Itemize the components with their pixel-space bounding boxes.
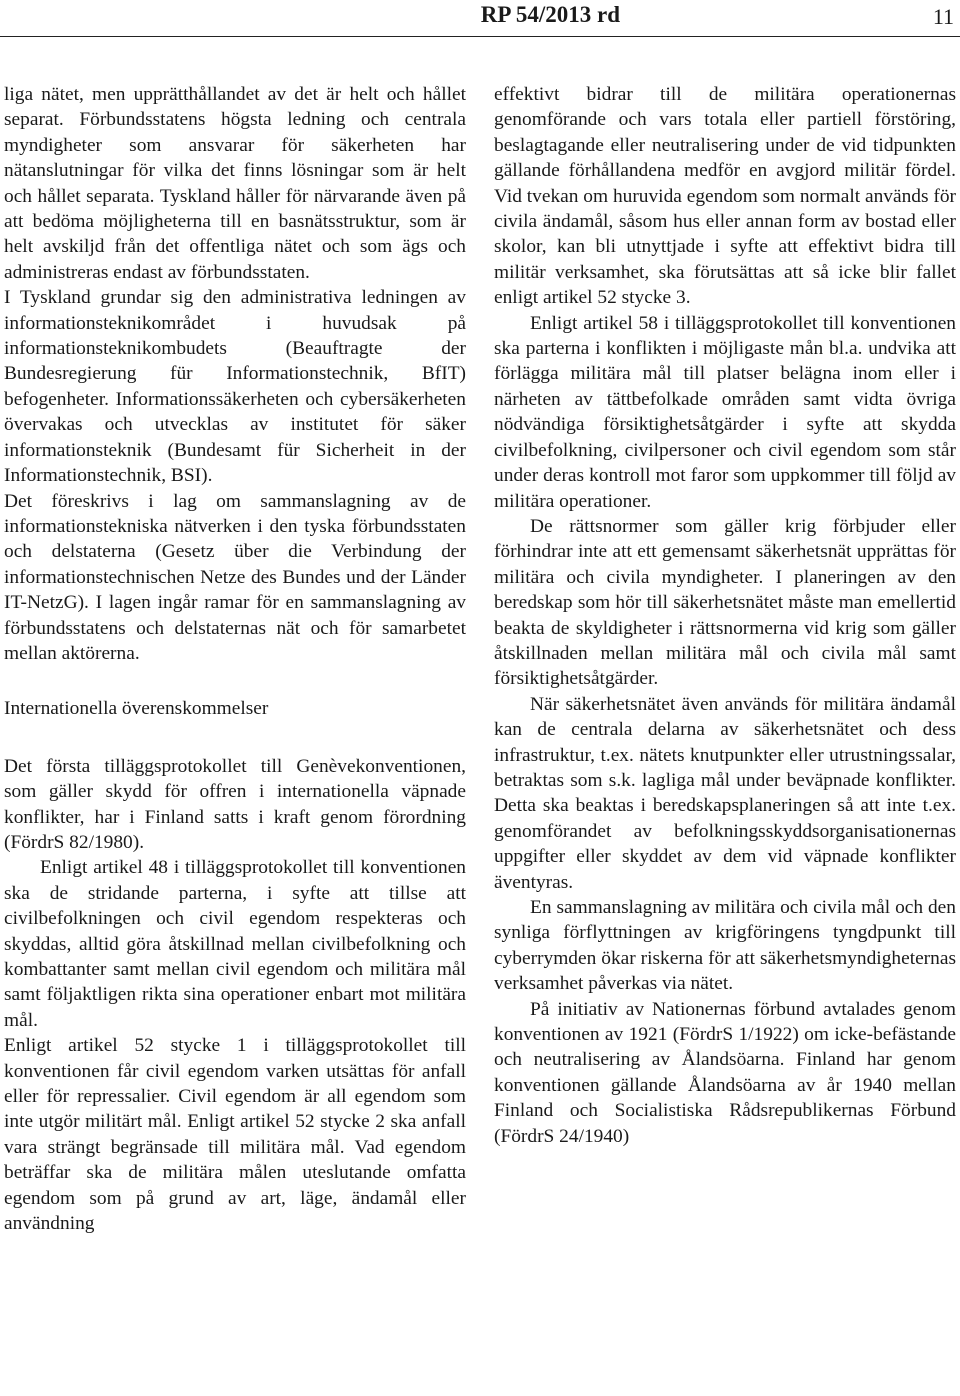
paragraph: De rättsnormer som gäller krig förbjuder eller förhindrar inte att ett gemensamt säkerhetsnät upprättas för militära och civila myndigheter. I planeringen av den beredskap som hör till säkerhetsnätet måste man emellertid beakta de skyldigheter i rättsnormerna vid krig som gäller åtskillnaden mellan militära mål och civila mål samt försiktighetsåtgärder. <box>494 515 956 690</box>
paragraph: Det föreskrivs i lag om sammanslagning av de informationstekniska nätverken i den tyska förbundsstaten och delstaterna (Gesetz über die Verbindung der informationstechnischen Netze des Bundes und der Länder IT-NetzG). I lagen ingår ramar för en sammanslagning av förbundsstatens och delstaternas nät och för samarbetet mellan aktörerna. <box>4 490 466 664</box>
left-column <box>4 82 466 1236</box>
paragraph: effektivt bidrar till de militära operationernas genomförande och vars totala eller partiell förstöring, beslagtagande eller neutralisering under de vid tidpunkten gällande förhållandena medför en avgjord militär fördel. Vid tvekan om huruvida egendom som normalt används för civila ändamål, såsom hus eller annan form av bostad eller skolor, kan bli utnyttjade i syfte att effektivt bidra till militär verksamhet, ska förutsättas att så icke blir fallet enligt artikel 52 stycke 3. <box>494 84 956 309</box>
page-number: 11 <box>932 4 954 29</box>
right-column <box>494 82 956 1149</box>
page-header <box>0 0 960 37</box>
paragraph: En sammanslagning av militära och civila mål och den synliga förflyttningen av krigföringens tyngdpunkt till cyberrymden ökar riskerna för att säkerhetsmyndigheternas verksamhet påverkas via nätet. <box>494 897 956 995</box>
paragraph: Det första tilläggsprotokollet till Genèvekonventionen, som gäller skydd för offren i internationella väpnade konflikter, har i Finland satts i kraft genom förordning (FördrS 82/1980). <box>4 755 466 853</box>
paragraph: I Tyskland grundar sig den administrativa ledningen av informationsteknikområdet i huvudsak på informationsteknikombudets (Beauftragte der Bundesregierung für Informationstechnik, BfIT) befogenheter. Informationssäkerheten och cybersäkerheten övervakas och utvecklas av institutet för säker informationsteknik (Bundesamt für Sicherheit in der Informationstechnik, BSI). <box>4 287 466 487</box>
paragraph: Enligt artikel 58 i tilläggsprotokollet till konventionen ska parterna i konflikten i möjligaste mån bl.a. undvika att förlägga militära mål till platser belägna inom eller i närheten av tättbefolkade områden samt vidta övriga nödvändiga försiktighetsåtgärder i syfte att skydda civilbefolkning, civilpersoner och civil egendom som står under deras kontroll mot faror som uppkommer till följd av militära operationer. <box>494 312 956 512</box>
document-id: RP 54/2013 rd <box>480 2 620 27</box>
section-heading: Internationella överenskommelser <box>4 698 269 720</box>
paragraph: Enligt artikel 52 stycke 1 i tilläggsprotokollet till konventionen får civil egendom varken utsättas för anfall eller för repressalier. Civil egendom är all egendom som inte utgör militärt mål. Enligt artikel 52 stycke 2 ska anfall vara strängt begränsade till militära mål. Vad egendom beträffar ska de militära målen uteslutande omfatta egendom som på grund av art, läge, ändamål eller användning <box>4 1035 466 1235</box>
paragraph: När säkerhetsnätet även används för militära ändamål kan de centrala delarna av säkerhetsnätet och dess infrastruktur, t.ex. nätets knutpunkter eller utrustningssalar, betraktas som s.k. lagliga mål under beväpnade konflikter. Detta ska beaktas i beredskapsplaneringen så att inte t.ex. genomförandet av befolkningsskyddsorganisationernas uppgifter eller skyddet av dem vid väpnade konflikter äventyras. <box>494 693 956 893</box>
paragraph: Enligt artikel 48 i tilläggsprotokollet till konventionen ska de stridande parterna, i syfte att tillse att civilbefolkningen och civil egendom respekteras och skyddas, alltid göra åtskillnad mellan civilbefolkning och kombattanter samt mellan civil egendom och militära mål samt följaktligen rikta sina operationer enbart mot militära mål. <box>4 857 466 1031</box>
paragraph: liga nätet, men upprätthållandet av det är helt och hållet separat. Förbundsstatens högsta ledning och centrala myndigheter som ansvarar för säkerheten har nätanslutningar för vilka det finns lösningar som är helt och hållet separata. Tyskland håller för närvarande även på att bedöma möjligheterna till en basnätsstruktur, som är helt avskiljd från det offentliga nätet och som ägs och administreras endast av förbundsstaten. <box>4 84 466 283</box>
paragraph: På initiativ av Nationernas förbund avtalades genom konventionen av 1921 (FördrS 1/1922) om icke-befästande och neutralisering av Ålandsöarna. Finland har genom konventionen gällande Ålandsöarna av år 1940 mellan Finland och Socialistiska Rådsrepublikernas Förbund (FördrS 24/1940) <box>494 998 956 1147</box>
